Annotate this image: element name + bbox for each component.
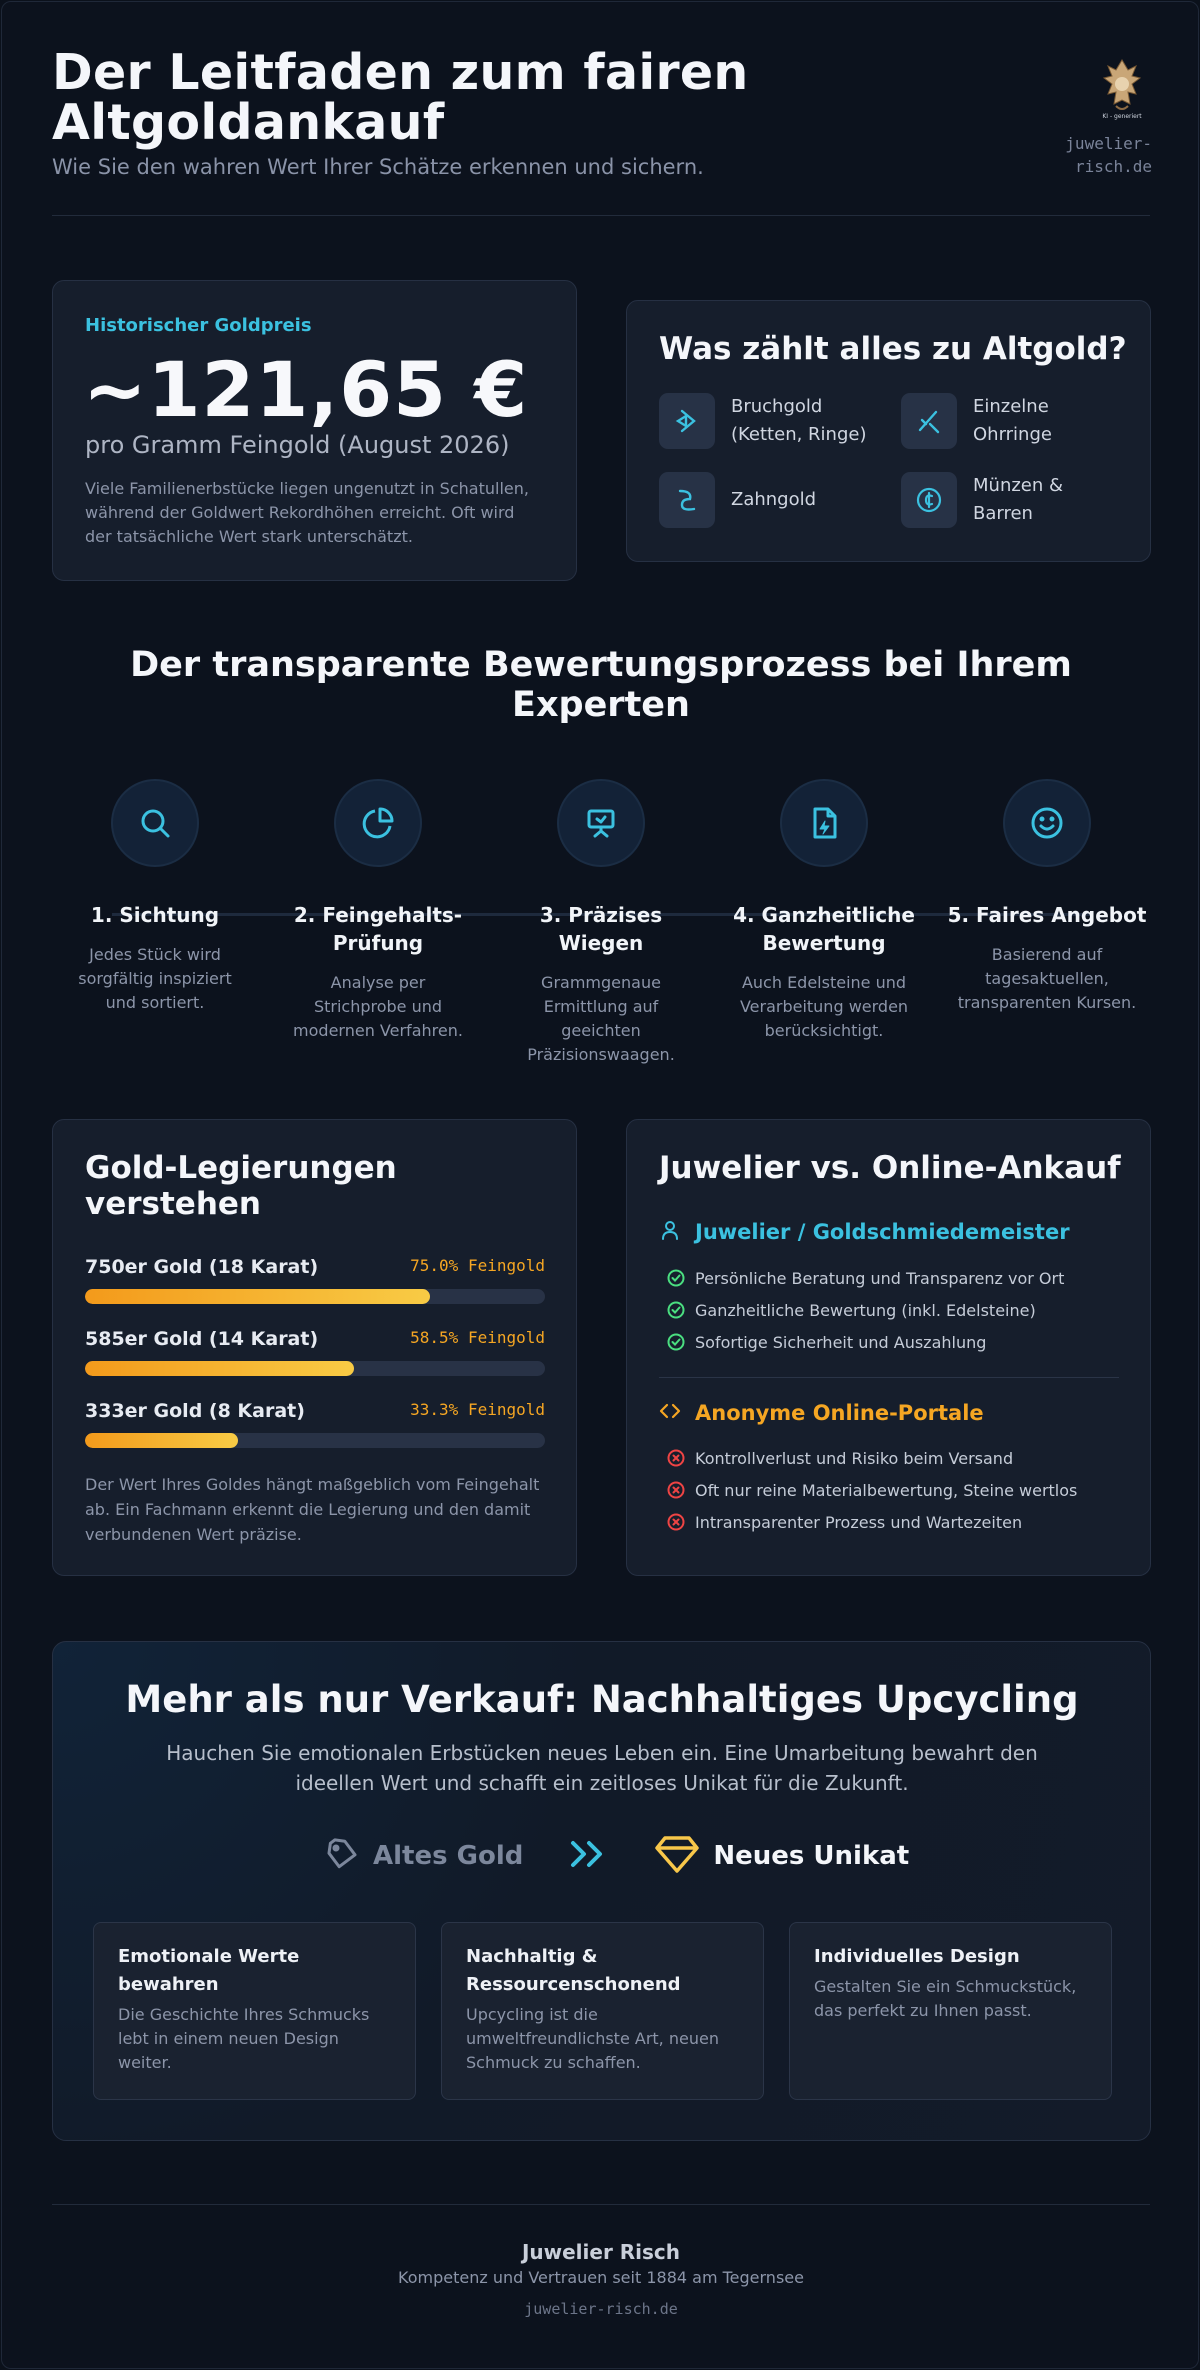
step-description: Auch Edelsteine und Verarbeitung werden berücksichtigt.: [739, 973, 909, 1040]
gold-price-unit: pro Gramm Feingold (August 2026): [85, 431, 510, 459]
footer-company-name: Juwelier Risch: [521, 2240, 681, 2264]
alloy-percent: 75.0% Feingold: [410, 1256, 545, 1275]
alloy-bar-track: [85, 1289, 545, 1304]
altgold-item-label: Bruchgold (Ketten, Ringe): [731, 396, 867, 445]
jeweler-heading-row: [659, 1219, 1070, 1245]
coin-icon: [901, 472, 957, 528]
double-chevron-icon: [567, 1837, 611, 1875]
pro-item: [667, 1326, 1064, 1358]
altgold-title: Was zählt alles zu Altgold?: [659, 331, 1127, 367]
person-icon: [659, 1219, 681, 1245]
x-circle-icon: [667, 1513, 685, 1531]
header-divider: [52, 215, 1150, 216]
alloy-name: 333er Gold (8 Karat): [85, 1400, 305, 1422]
feature-card: [93, 1922, 416, 2100]
document-icon: [780, 779, 868, 867]
page-title: Der Leitfaden zum fairen Altgoldankauf: [52, 44, 749, 151]
check-circle-icon: [667, 1301, 685, 1319]
online-points: [667, 1442, 1077, 1538]
broken-gold-icon: [659, 393, 715, 449]
process-step: [278, 779, 478, 1043]
con-item-text: Oft nur reine Materialbewertung, Steine wertlos: [695, 1480, 1078, 1500]
transformation-row: [325, 1834, 909, 1878]
altgold-card: [626, 300, 1151, 562]
alloy-name: 750er Gold (18 Karat): [85, 1256, 319, 1278]
footer-url[interactable]: juwelier-risch.de: [524, 2300, 678, 2318]
pro-item: [667, 1294, 1064, 1326]
alloys-title: Gold-Legierungen verstehen: [85, 1150, 397, 1222]
gold-price-description: Viele Familienerbstücke liegen ungenutzt in Schatullen, während der Goldwert Rekordhöhen erreicht. Oft wird der tatsächliche Wert stark unterschätzt.: [85, 479, 529, 546]
alloy-name: 585er Gold (14 Karat): [85, 1328, 319, 1350]
pie-chart-icon: [334, 779, 422, 867]
process-step: [55, 779, 255, 1015]
scale-icon: [557, 779, 645, 867]
alloy-percent: 33.3% Feingold: [410, 1400, 545, 1419]
comparison-divider: [659, 1377, 1119, 1378]
alloy-row: [85, 1256, 545, 1304]
feature-title: Nachhaltig & Ressourcenschonend: [466, 1946, 681, 1995]
process-step: [724, 779, 924, 1043]
alloys-card: [52, 1119, 577, 1576]
old-gold-label: Altes Gold: [373, 1841, 524, 1871]
step-description: Basierend auf tagesaktuellen, transparenten Kursen.: [957, 945, 1137, 1012]
con-item: [667, 1506, 1077, 1538]
online-heading: Anonyme Online-Portale: [695, 1401, 984, 1425]
step-title: 5. Faires Angebot: [947, 903, 1147, 927]
feature-text: Die Geschichte Ihres Schmucks lebt in einem neuen Design weiter.: [118, 2005, 370, 2072]
page-subtitle: Wie Sie den wahren Wert Ihrer Schätze erkennen und sichern.: [52, 155, 704, 179]
pro-item-text: Ganzheitliche Bewertung (inkl. Edelsteine): [695, 1300, 1036, 1320]
infographic-page: [1, 1, 1199, 2369]
feature-card: [441, 1922, 764, 2100]
gold-price-card: [52, 280, 577, 581]
gold-price-label: Historischer Goldpreis: [85, 315, 312, 336]
step-title: 1. Sichtung: [90, 903, 220, 927]
gold-price-value: ~121,65 €: [83, 345, 529, 434]
step-title: 4. Ganzheitliche Bewertung: [733, 903, 915, 955]
alloy-bar-fill: [85, 1361, 354, 1376]
online-heading-row: [659, 1400, 984, 1426]
upcycling-section: [52, 1641, 1151, 2141]
upcycling-title: Mehr als nur Verkauf: Nachhaltiges Upcycling: [125, 1678, 1079, 1721]
footer-divider: [52, 2204, 1150, 2205]
jeweler-heading: Juwelier / Goldschmiedemeister: [695, 1220, 1070, 1244]
con-item-text: Intransparenter Prozess und Wartezeiten: [695, 1512, 1023, 1532]
check-circle-icon: [667, 1333, 685, 1351]
process-step: [501, 779, 701, 1067]
footer-tagline: Kompetenz und Vertrauen seit 1884 am Tegernsee: [398, 2268, 804, 2287]
single-earring-icon: [901, 393, 957, 449]
alloy-bar-track: [85, 1361, 545, 1376]
feature-title: Individuelles Design: [814, 1946, 1020, 1967]
alloy-bar-track: [85, 1433, 545, 1448]
con-item-text: Kontrollverlust und Risiko beim Versand: [695, 1448, 1014, 1468]
step-title: 2. Feingehalts-Prüfung: [293, 903, 463, 955]
tag-icon: [325, 1837, 359, 1875]
feature-text: Upcycling ist die umweltfreundlichste Art, neuen Schmuck zu schaffen.: [466, 2005, 719, 2072]
feature-card: [789, 1922, 1112, 2100]
pro-item-text: Persönliche Beratung und Transparenz vor Ort: [695, 1268, 1065, 1288]
new-unique-label: Neues Unikat: [713, 1841, 910, 1871]
alloy-bar-fill: [85, 1433, 238, 1448]
jeweler-points: [667, 1262, 1064, 1358]
dental-gold-icon: [659, 472, 715, 528]
pro-item: [667, 1262, 1064, 1294]
alloy-row: [85, 1400, 545, 1448]
step-description: Grammgenaue Ermittlung auf geeichten Präzisionswaagen.: [527, 973, 675, 1064]
alloy-bar-fill: [85, 1289, 430, 1304]
alloy-row: [85, 1328, 545, 1376]
step-title: 3. Präzises Wiegen: [539, 903, 663, 955]
logo-caption: KI - generiert: [1102, 113, 1142, 120]
smile-icon: [1003, 779, 1091, 867]
alloys-note: Der Wert Ihres Goldes hängt maßgeblich vom Feingehalt ab. Ein Fachmann erkennt die Legierung und den damit verbundenen Wert präzise.: [85, 1475, 540, 1544]
comparison-title: Juwelier vs. Online-Ankauf: [659, 1150, 1121, 1186]
x-circle-icon: [667, 1481, 685, 1499]
x-circle-icon: [667, 1449, 685, 1467]
process-title: Der transparente Bewertungsprozess bei Ihrem Experten: [130, 645, 1072, 725]
upcycling-subtitle: Hauchen Sie emotionalen Erbstücken neues Leben ein. Eine Umarbeitung bewahrt den ideellen Wert und schafft ein zeitloses Unikat für die Zukunft.: [166, 1741, 1038, 1795]
comparison-card: [626, 1119, 1151, 1576]
search-icon: [111, 779, 199, 867]
pro-item-text: Sofortige Sicherheit und Auszahlung: [695, 1332, 987, 1352]
altgold-item-label: Zahngold: [731, 489, 817, 510]
altgold-item-label: Münzen & Barren: [973, 475, 1064, 524]
feature-text: Gestalten Sie ein Schmuckstück, das perfekt zu Ihnen passt.: [814, 1977, 1077, 2020]
check-circle-icon: [667, 1269, 685, 1287]
step-description: Analyse per Strichprobe und modernen Verfahren.: [293, 973, 463, 1040]
alloy-percent: 58.5% Feingold: [410, 1328, 545, 1347]
feature-title: Emotionale Werte bewahren: [118, 1946, 300, 1995]
diamond-icon: [655, 1834, 699, 1878]
process-step: [947, 779, 1147, 1015]
con-item: [667, 1442, 1077, 1474]
con-item: [667, 1474, 1077, 1506]
header-url[interactable]: juwelier-risch.de: [1065, 134, 1152, 176]
code-brackets-icon: [659, 1400, 681, 1426]
step-description: Jedes Stück wird sorgfältig inspiziert und sortiert.: [78, 945, 232, 1012]
altgold-item-label: Einzelne Ohrringe: [973, 396, 1052, 445]
